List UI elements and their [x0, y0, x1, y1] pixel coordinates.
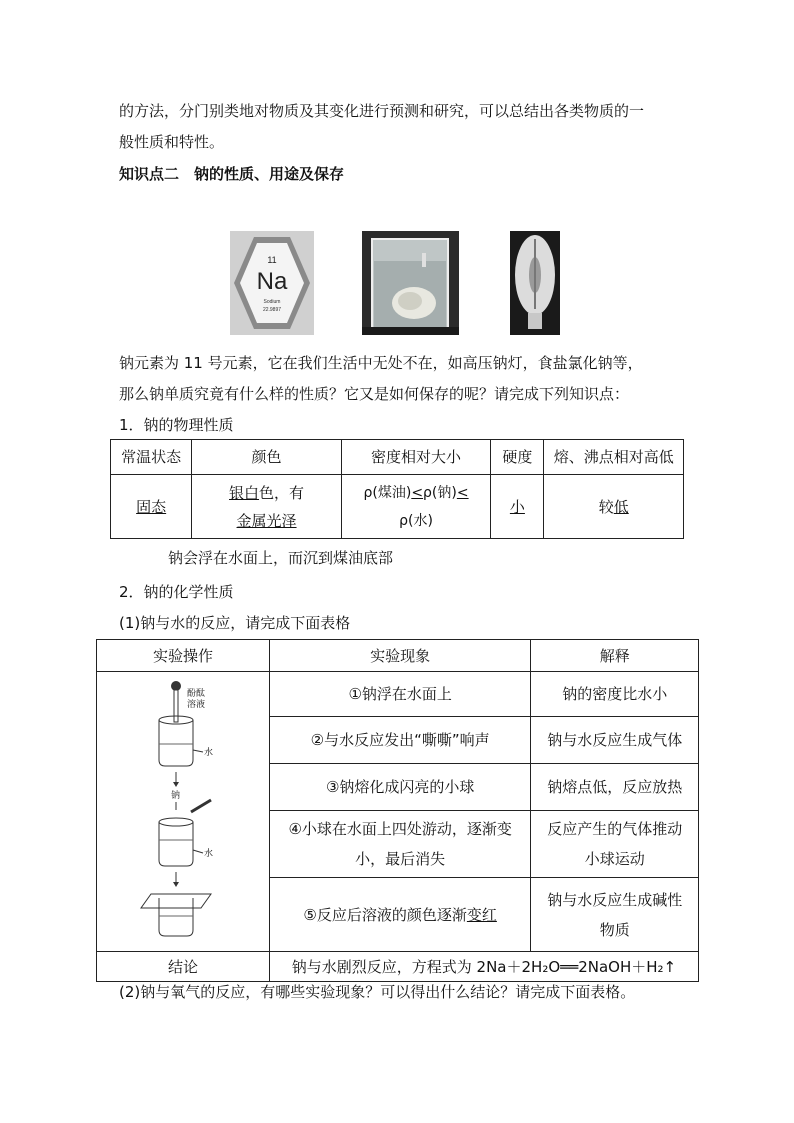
sodium-element-tile-image: [230, 231, 314, 335]
sodium-water-table: [96, 639, 699, 982]
header-melting: 熔、沸点相对高低: [544, 440, 684, 475]
intro-line-1: 的方法，分门别类地对物质及其变化进行预测和研究，可以总结出各类物质的一: [119, 102, 645, 120]
header-explanation: 解释: [531, 640, 699, 672]
phenomenon-4: ④小球在水面上四处游动，逐渐变小，最后消失: [269, 811, 531, 878]
cell-density: [341, 475, 491, 539]
sodium-lamp-photo: [510, 231, 560, 335]
cell-melting: [544, 475, 684, 539]
color-value: 银白: [229, 483, 260, 502]
intro-line-2: 般性质和特性。: [119, 133, 225, 151]
table-row: [97, 672, 699, 717]
explanation-2: 钠与水反应生成气体: [531, 717, 699, 764]
experiment-diagram: [101, 672, 265, 942]
header-phenomenon: 实验现象: [269, 640, 531, 672]
chemical-sub2: (2)钠与氧气的反应，有哪些实验现象？可以得出什么结论？请完成下面表格。: [119, 983, 636, 1001]
header-state: 常温状态: [111, 440, 192, 475]
cell-experiment-diagram: [97, 672, 270, 952]
table-row: [97, 952, 699, 982]
phenomenon-5-answer: 变红: [466, 905, 497, 924]
conclusion-label: 结论: [97, 952, 270, 982]
diagram-label-b: 溶液: [186, 700, 205, 710]
cell-color: [192, 475, 342, 539]
element-number: 11: [267, 255, 277, 265]
chemical-sub1: (1)钠与水的反应，请完成下面表格: [119, 614, 351, 632]
melting-prefix: 较: [598, 497, 614, 516]
diagram-water-2: 水: [203, 849, 213, 859]
density-op-2: <: [456, 484, 469, 501]
hardness-value: 小: [509, 497, 525, 516]
explanation-1: 钠的密度比水小: [531, 672, 699, 717]
explanation-5: 钠与水反应生成碱性物质: [531, 878, 699, 952]
beaker-sodium-photo: [362, 231, 459, 335]
physical-note: 钠会浮在水面上，而沉到煤油底部: [168, 549, 394, 567]
density-op-1: <: [411, 484, 424, 501]
phenomenon-2: ②与水反应发出“嘶嘶”响声: [269, 717, 531, 764]
element-mass: 22.9897: [262, 307, 282, 313]
diagram-sodium: 钠: [170, 791, 180, 801]
phenomenon-5: [269, 878, 531, 952]
melting-value: 低: [613, 497, 629, 516]
cell-hardness: [491, 475, 544, 539]
header-operation: 实验操作: [97, 640, 270, 672]
color-suffix: 色，有: [259, 483, 305, 502]
physical-properties-table: [110, 439, 684, 539]
diagram-label-a: 酚酞: [186, 689, 205, 699]
density-water: ρ(水): [399, 512, 433, 529]
phenomenon-3: ③钠熔化成闪亮的小球: [269, 764, 531, 811]
density-kerosene: ρ(煤油): [363, 484, 412, 501]
para-line-2: 那么钠单质究竟有什么样的性质？它又是如何保存的呢？请完成下列知识点：: [119, 385, 630, 403]
phenomenon-5-text: ⑤反应后溶液的颜色逐渐: [303, 905, 467, 924]
phenomenon-1: ①钠浮在水面上: [269, 672, 531, 717]
header-color: 颜色: [192, 440, 342, 475]
element-symbol: Na: [256, 268, 288, 295]
diagram-water-1: 水: [203, 748, 213, 758]
section-title: 知识点二 钠的性质、用途及保存: [119, 165, 345, 183]
cell-state: [111, 475, 192, 539]
chemical-title: 2．钠的化学性质: [119, 583, 234, 601]
physical-title: 1．钠的物理性质: [119, 416, 234, 434]
header-hardness: 硬度: [491, 440, 544, 475]
conclusion-text: 钠与水剧烈反应，方程式为 2Na＋2H₂O══2NaOH＋H₂↑: [269, 952, 698, 982]
explanation-3: 钠熔点低，反应放热: [531, 764, 699, 811]
state-value: 固态: [136, 497, 167, 516]
luster-value: 金属光泽: [236, 511, 297, 530]
density-sodium: ρ(钠): [423, 484, 457, 501]
table-header-row: [111, 440, 684, 475]
table-row: [111, 475, 684, 539]
element-name: Sodium: [263, 299, 281, 305]
table-header-row: [97, 640, 699, 672]
para-line-1: 钠元素为 11 号元素，它在我们生活中无处不在，如高压钠灯，食盐氯化钠等，: [119, 354, 643, 372]
explanation-4: 反应产生的气体推动小球运动: [531, 811, 699, 878]
header-density: 密度相对大小: [341, 440, 491, 475]
